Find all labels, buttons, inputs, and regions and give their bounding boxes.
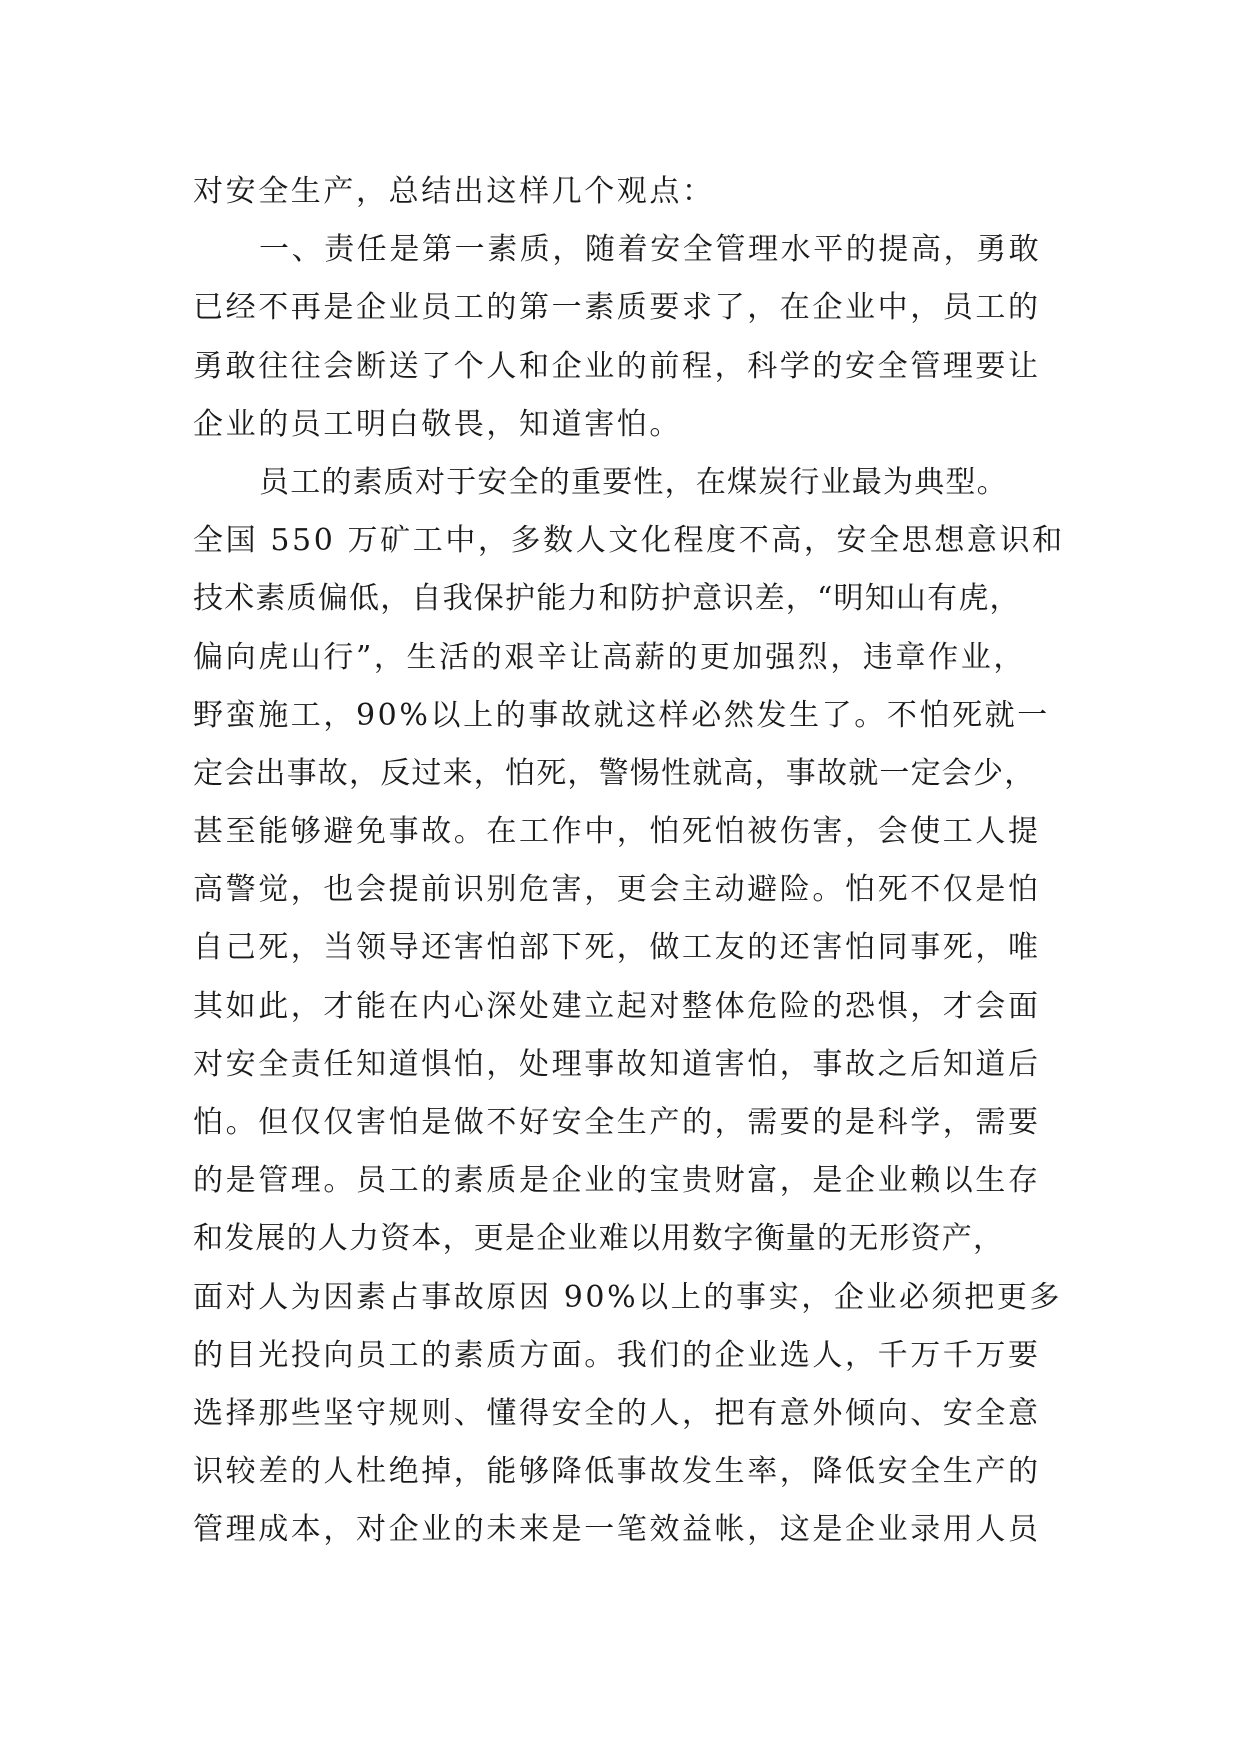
text-line: 面对人为因素占事故原因 90%以上的事实，企业必须把更多 bbox=[193, 1279, 1063, 1315]
text-line: 其如此，才能在内心深处建立起对整体危险的恐惧，才会面 bbox=[193, 988, 1041, 1024]
text-line: 选择那些坚守规则、懂得安全的人，把有意外倾向、安全意 bbox=[193, 1395, 1041, 1431]
text-line: 对安全生产，总结出这样几个观点： bbox=[193, 174, 715, 209]
text-line: 管理成本，对企业的未来是一笔效益帐，这是企业录用人员 bbox=[193, 1512, 1041, 1548]
text-line: 自己死，当领导还害怕部下死，做工友的还害怕同事死，唯 bbox=[193, 930, 1041, 966]
text-line: 的是管理。员工的素质是企业的宝贵财富，是企业赖以生存 bbox=[193, 1163, 1041, 1199]
text-line: 和发展的人力资本，更是企业难以用数字衡量的无形资产， bbox=[193, 1221, 1005, 1257]
paragraph-start-line: 员工的素质对于安全的重要性，在煤炭行业最为典型。 bbox=[259, 464, 1008, 500]
text-line: 偏向虎山行”，生活的艰辛让高薪的更加强烈，违章作业， bbox=[193, 639, 1026, 675]
paragraph-start-line: 一、责任是第一素质，随着安全管理水平的提高，勇敢 bbox=[259, 232, 1042, 268]
body-text bbox=[193, 163, 1073, 1560]
text-line: 对安全责任知道惧怕，处理事故知道害怕，事故之后知道后 bbox=[193, 1046, 1041, 1082]
text-line: 野蛮施工，90%以上的事故就这样必然发生了。不怕死就一 bbox=[193, 697, 1050, 733]
text-line: 识较差的人杜绝掉，能够降低事故发生率，降低安全生产的 bbox=[193, 1454, 1041, 1490]
text-line: 甚至能够避免事故。在工作中，怕死怕被伤害，会使工人提 bbox=[193, 814, 1041, 850]
text-line: 企业的员工明白敬畏，知道害怕。 bbox=[193, 406, 682, 442]
text-line: 勇敢往往会断送了个人和企业的前程，科学的安全管理要让 bbox=[193, 348, 1041, 384]
text-line: 怕。但仅仅害怕是做不好安全生产的，需要的是科学，需要 bbox=[193, 1105, 1041, 1140]
text-line: 技术素质偏低，自我保护能力和防护意识差，“明知山有虎， bbox=[193, 581, 1021, 617]
text-line: 已经不再是企业员工的第一素质要求了，在企业中，员工的 bbox=[193, 290, 1041, 326]
text-line: 全国 550 万矿工中，多数人文化程度不高，安全思想意识和 bbox=[193, 523, 1065, 559]
text-line: 定会出事故，反过来，怕死，警惕性就高，事故就一定会少， bbox=[193, 755, 1036, 791]
text-line: 的目光投向员工的素质方面。我们的企业选人，千万千万要 bbox=[193, 1337, 1041, 1373]
text-line: 高警觉，也会提前识别危害，更会主动避险。怕死不仅是怕 bbox=[193, 872, 1041, 908]
